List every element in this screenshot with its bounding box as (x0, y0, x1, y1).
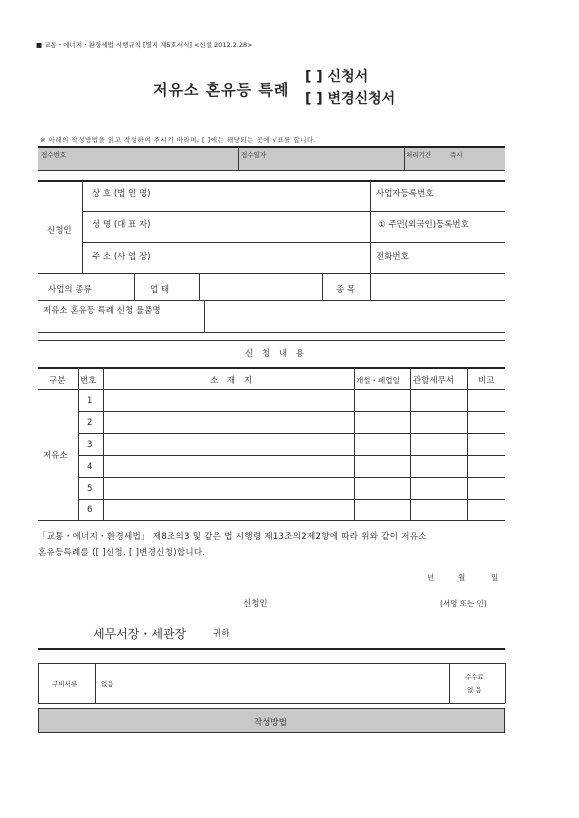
table-row-number: 2 (87, 418, 93, 428)
table-row-number: 6 (87, 505, 93, 515)
applicant-section-label: 신청인 (47, 226, 72, 236)
phone-number-field[interactable]: 전화번호 (376, 252, 409, 262)
table-row-number: 1 (87, 396, 93, 406)
column-header-tax-office: 관할세무서 (413, 376, 455, 386)
column-header-number: 번호 (80, 376, 97, 386)
address-field[interactable]: 주 소 (사 업 장) (92, 252, 151, 262)
receipt-box (38, 146, 505, 170)
instructions-note: ※ 아래의 작성방법을 읽고 작성하여 주시기 바라며, [ ]에는 해당되는 곳에 √표를 합니다. (40, 136, 317, 144)
table-row-number: 4 (87, 462, 93, 472)
required-documents-label: 구비서류 (52, 680, 78, 688)
table-row-number: 3 (87, 440, 93, 450)
business-reg-number-field[interactable]: 사업자등록번호 (376, 189, 434, 199)
fee-label: 수수료 (465, 673, 484, 681)
date-day-label: 일 (491, 573, 499, 582)
recipient-office: 세무서장・세관장 (93, 627, 187, 641)
law-reference: ■ 교통・에너지・환경세법 시행규칙 [별지 제5호서식] <신설 2012.2.28> (36, 41, 253, 49)
signature-seal-label: (서명 또는 인) (440, 599, 487, 608)
representative-name-field[interactable]: 성 명 (대 표 자) (92, 220, 151, 230)
column-header-remarks: 비고 (478, 376, 495, 386)
declaration-text-line2: 혼유등특례를 ([ ]신청, [ ]변경신청)합니다. (38, 548, 206, 558)
fee-value: 없 음 (467, 686, 482, 694)
row-group-label-depot: 저유소 (43, 451, 68, 461)
processing-period-value: 즉시 (450, 151, 463, 159)
table-row-number: 5 (87, 484, 93, 494)
details-section-title: 신 청 내 용 (245, 349, 307, 359)
column-header-open-close-date: 개설・폐업일 (356, 376, 400, 385)
date-year-label: 년 (427, 573, 435, 582)
instructions-title: 작성방법 (254, 718, 287, 728)
column-header-type: 구분 (49, 376, 66, 386)
declaration-text-line1: 「교통・에너지・환경세법」 제8조의3 및 같은 법 시행령 제13조의2제2항에 따라 위와 같이 저유소 (38, 532, 427, 542)
form-title-option-apply: [ ] 신청서 (305, 69, 369, 85)
company-name-field[interactable]: 상 호 (법 인 명) (92, 189, 151, 199)
product-name-label: 저유소 혼유등 특례 신청 물품명 (43, 306, 161, 316)
form-title-main: 저유소 혼유등 특례 (153, 81, 290, 99)
receipt-number-label: 접수번호 (41, 151, 67, 159)
business-type-label: 사업의 종류 (48, 285, 92, 295)
column-header-location: 소 재 지 (210, 376, 256, 386)
recipient-suffix: 귀하 (213, 629, 230, 639)
date-month-label: 월 (458, 573, 466, 582)
form-title-option-change: [ ] 변경신청서 (305, 91, 396, 107)
business-category-field[interactable]: 업 태 (150, 285, 170, 295)
business-item-field[interactable]: 종 목 (336, 285, 356, 295)
resident-reg-number-field[interactable]: ① 주민(외국인)등록번호 (378, 220, 469, 230)
required-documents-value: 없음 (101, 680, 114, 688)
signature-applicant-label: 신청인 (243, 599, 268, 609)
receipt-date-label: 접수일자 (241, 151, 267, 159)
processing-period-label: 처리기간 (406, 151, 432, 159)
